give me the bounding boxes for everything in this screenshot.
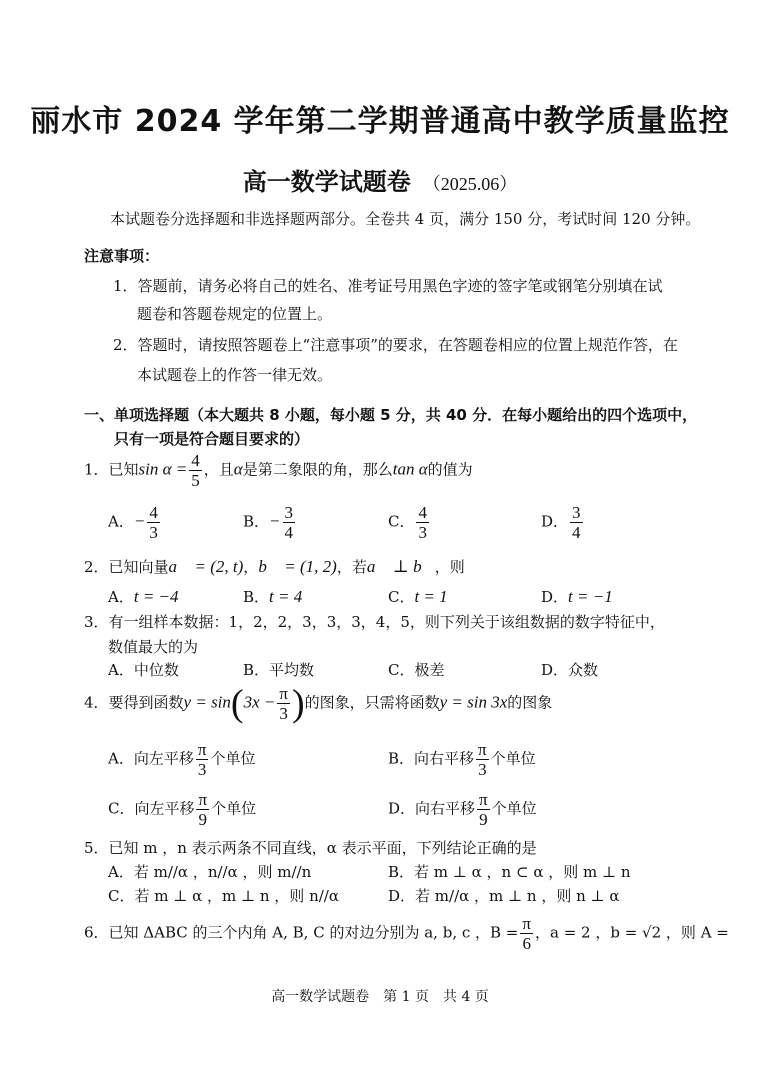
page-footer: 高一数学试题卷 第 1 页 共 4 页 xyxy=(271,989,489,1005)
note-2-line-1: 2．答题时，请按照答题卷上“注意事项”的要求，在答题卷相应的位置上规范作答，在 xyxy=(113,336,678,354)
q2-option-b[interactable]: B．t = 4 xyxy=(243,587,303,606)
q4-option-a[interactable]: A．向左平移 $\frac{\pi}{3}$ 个单位 xyxy=(108,740,256,779)
note-2-line-2: 本试题卷上的作答一律无效。 xyxy=(137,366,333,384)
q1-option-c[interactable]: C． $\frac{4}{3}$ xyxy=(388,503,427,542)
note-1-line-1: 1．答题前，请务必将自己的姓名、准考证号用黑色字迹的签字笔或钢笔分别填在试 xyxy=(113,277,663,295)
q3-option-d[interactable]: D．众数 xyxy=(541,661,599,679)
q6-fraction: $\frac{\pi}{6}$ xyxy=(522,914,531,953)
question-6: 6．已知 ΔABC 的三个内角 A, B, C 的对边分别为 a, b, c ，B = $\frac{\pi}{6}$ ，a = 2 ，b = √2 ，则 A = xyxy=(84,914,729,953)
q4-option-b[interactable]: B．向右平移 $\frac{\pi}{3}$ 个单位 xyxy=(388,740,536,779)
q1-option-d[interactable]: D． $\frac{3}{4}$ xyxy=(541,503,581,542)
q1-sin-alpha: sin α = xyxy=(138,459,188,479)
subject-name: 高一数学试题卷 xyxy=(242,168,411,196)
q1-fraction: $\frac{4}{5}$ xyxy=(191,451,200,490)
q4-option-c[interactable]: C．向左平移 $\frac{\pi}{9}$ 个单位 xyxy=(108,790,257,829)
exam-title: 丽水市 2024 学年第二学期普通高中教学质量监控 xyxy=(30,104,730,139)
q3-option-c[interactable]: C．极差 xyxy=(388,661,445,679)
q5-option-a[interactable]: A．若 m//α ，n//α ，则 m//n xyxy=(108,863,312,881)
note-1-line-2: 题卷和答题卷规定的位置上。 xyxy=(137,305,333,323)
question-5: 5．已知 m ，n 表示两条不同直线，α 表示平面，下列结论正确的是 xyxy=(84,839,537,857)
q4-option-d[interactable]: D．向右平移 $\frac{\pi}{9}$ 个单位 xyxy=(388,790,537,829)
q2-option-d[interactable]: D．t = −1 xyxy=(541,587,613,606)
intro-text: 本试题卷分选择题和非选择题两部分。全卷共 4 页，满分 150 分，考试时间 120 分钟。 xyxy=(110,210,701,228)
exam-subtitle xyxy=(0,162,760,197)
q5-option-b[interactable]: B．若 m ⊥ α ，n ⊂ α ，则 m ⊥ n xyxy=(388,863,631,881)
q5-option-d[interactable]: D．若 m//α ，m ⊥ n ，则 n ⊥ α xyxy=(388,887,620,905)
question-3-line-2: 数值最大的为 xyxy=(108,638,199,656)
q1-option-a[interactable]: A．− $\frac{4}{3}$ xyxy=(108,503,158,542)
section-1-heading-cont: 只有一项是符合题目要求的） xyxy=(114,430,310,448)
question-4: 4．要得到函数y = sin(3x − $\frac{\pi}{3}$ )的图象，只需将函数y = sin 3x的图象 xyxy=(84,682,553,725)
q2-option-a[interactable]: A．t = −4 xyxy=(108,587,179,606)
question-3-line-1: 3．有一组样本数据：1，2，2，3，3，3，4，5，则下列关于该组数据的数字特征中， xyxy=(84,613,665,631)
q3-option-b[interactable]: B．平均数 xyxy=(243,661,315,679)
q3-option-a[interactable]: A．中位数 xyxy=(108,661,179,679)
question-2: 2．已知向量a⃗ = (2, t)，b⃗ = (1, 2)，若a⃗ ⊥ b⃗，则 xyxy=(84,557,465,576)
q1-option-b[interactable]: B．− $\frac{3}{4}$ xyxy=(243,503,294,542)
question-1: 1．已知sin α = $\frac{4}{5}$ ，且α是第二象限的角，那么tan α的值为 xyxy=(84,451,473,490)
q2-option-c[interactable]: C．t = 1 xyxy=(388,587,448,606)
notes-heading: 注意事项： xyxy=(84,247,160,265)
exam-date: （2025.06） xyxy=(422,174,518,194)
q5-option-c[interactable]: C．若 m ⊥ α ，m ⊥ n ，则 n//α xyxy=(108,887,339,905)
section-1-heading: 一、单项选择题（本大题共 8 小题，每小题 5 分，共 40 分．在每小题给出的四个选项中， xyxy=(84,406,698,424)
